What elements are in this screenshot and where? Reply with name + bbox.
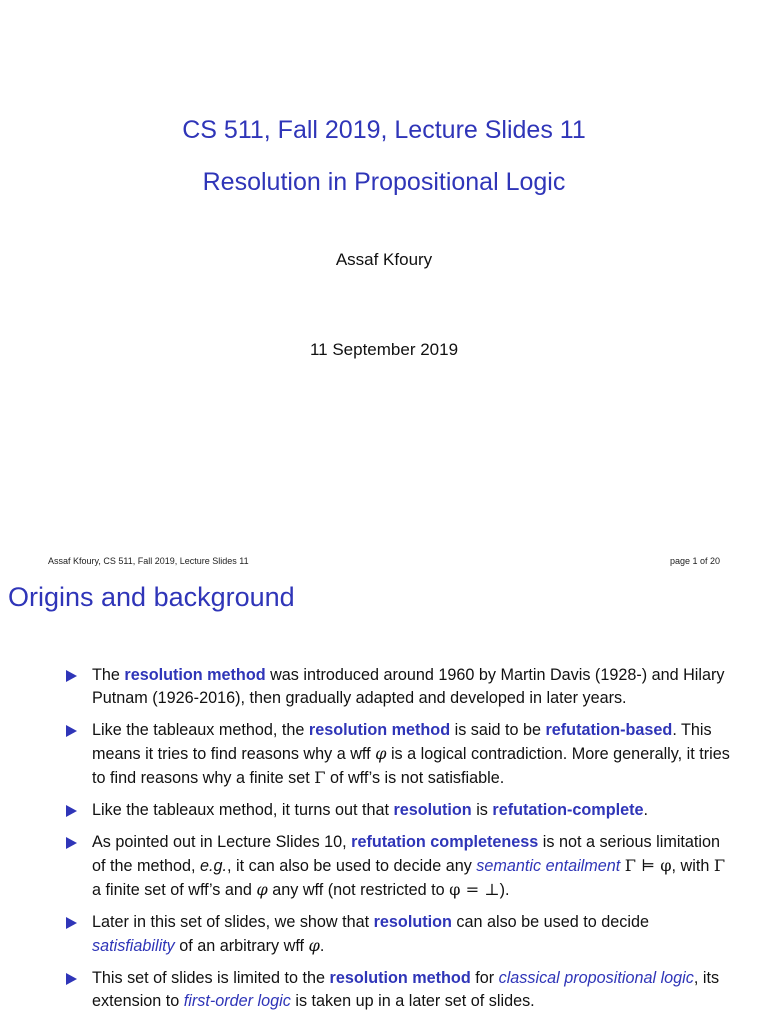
- math-entailment: Γ ⊨ φ: [624, 856, 672, 875]
- text: is said to be: [450, 721, 546, 739]
- bullet-triangle-icon: [66, 917, 77, 929]
- text: The: [92, 666, 125, 684]
- text: is taken up in a later set of slides.: [290, 992, 535, 1010]
- text: any wff (not restricted to: [267, 881, 450, 899]
- keyword: resolution: [393, 801, 472, 819]
- bullet-triangle-icon: [66, 837, 77, 849]
- text: .: [643, 801, 648, 819]
- text-italic: e.g.: [200, 857, 228, 875]
- emphasis: semantic entailment: [476, 857, 621, 875]
- text: , its extension to: [92, 969, 720, 1010]
- slide-title-line-1: CS 511, Fall 2019, Lecture Slides 11: [182, 116, 586, 144]
- bullet-triangle-icon: [66, 725, 77, 737]
- bullet-list: [66, 664, 736, 1022]
- math-phi: φ: [308, 936, 320, 955]
- text: is not a serious limitation of the method,: [92, 833, 721, 875]
- slide-title-line-2: Resolution in Propositional Logic: [202, 168, 566, 196]
- keyword: resolution method: [308, 721, 451, 739]
- keyword: refutation completeness: [351, 833, 539, 851]
- text: , it can also be used to decide any: [227, 857, 477, 875]
- footer-left: Assaf Kfoury, CS 511, Fall 2019, Lecture Slides 11: [48, 556, 249, 566]
- text: .: [319, 937, 325, 955]
- text: can also be used to decide: [451, 913, 649, 931]
- bullet-item: [66, 967, 736, 1013]
- math-gamma: Γ: [314, 768, 326, 787]
- text: is: [471, 801, 493, 819]
- slide-2-title: Origins and background: [8, 582, 295, 612]
- text: Like the tableaux method, the: [92, 721, 309, 739]
- bullet-triangle-icon: [66, 973, 77, 985]
- math-phi: φ: [375, 744, 387, 763]
- math-phi-bottom: φ = ⊥: [449, 880, 500, 899]
- text: was introduced around 1960 by Martin Davis (1928-) and Hilary Putnam (1926-2016), then gradually adapted and developed in later years.: [92, 666, 725, 707]
- emphasis: classical propositional logic: [498, 969, 694, 987]
- bullet-triangle-icon: [66, 670, 77, 682]
- bullet-item: [66, 911, 736, 958]
- text: Later in this set of slides, we show that: [92, 913, 374, 931]
- text: of an arbitrary wff: [174, 937, 309, 955]
- text: . This means it tries to find reasons why a wff: [92, 721, 712, 763]
- text: a finite set of wff’s and: [92, 881, 257, 899]
- page-number: page 1 of 20: [669, 556, 720, 566]
- keyword: resolution method: [124, 666, 266, 684]
- text: Like the tableaux method, it turns out that: [92, 801, 394, 819]
- text: As pointed out in Lecture Slides 10,: [92, 833, 352, 851]
- text: for: [470, 969, 499, 987]
- math-gamma: Γ: [713, 856, 726, 875]
- bullet-item: [66, 719, 736, 790]
- text: This set of slides is limited to the: [92, 969, 330, 987]
- bullet-item: [66, 664, 736, 710]
- text: is a logical contradiction. More generally, it tries to find reasons why a finite set: [92, 745, 730, 787]
- emphasis: first-order logic: [183, 992, 291, 1010]
- keyword: refutation-complete: [492, 801, 644, 819]
- bullet-item: [66, 831, 736, 902]
- author: Assaf Kfoury: [335, 250, 433, 269]
- math-phi: φ: [256, 880, 268, 899]
- text: of wff’s is not satisfiable.: [325, 769, 505, 787]
- text: ).: [499, 881, 510, 899]
- emphasis: satisfiability: [92, 937, 175, 955]
- keyword: refutation-based: [545, 721, 673, 739]
- keyword: resolution: [373, 913, 452, 931]
- date: 11 September 2019: [309, 340, 459, 359]
- bullet-triangle-icon: [66, 805, 77, 817]
- text: , with: [671, 857, 714, 875]
- bullet-item: [66, 799, 736, 822]
- keyword: resolution method: [329, 969, 471, 987]
